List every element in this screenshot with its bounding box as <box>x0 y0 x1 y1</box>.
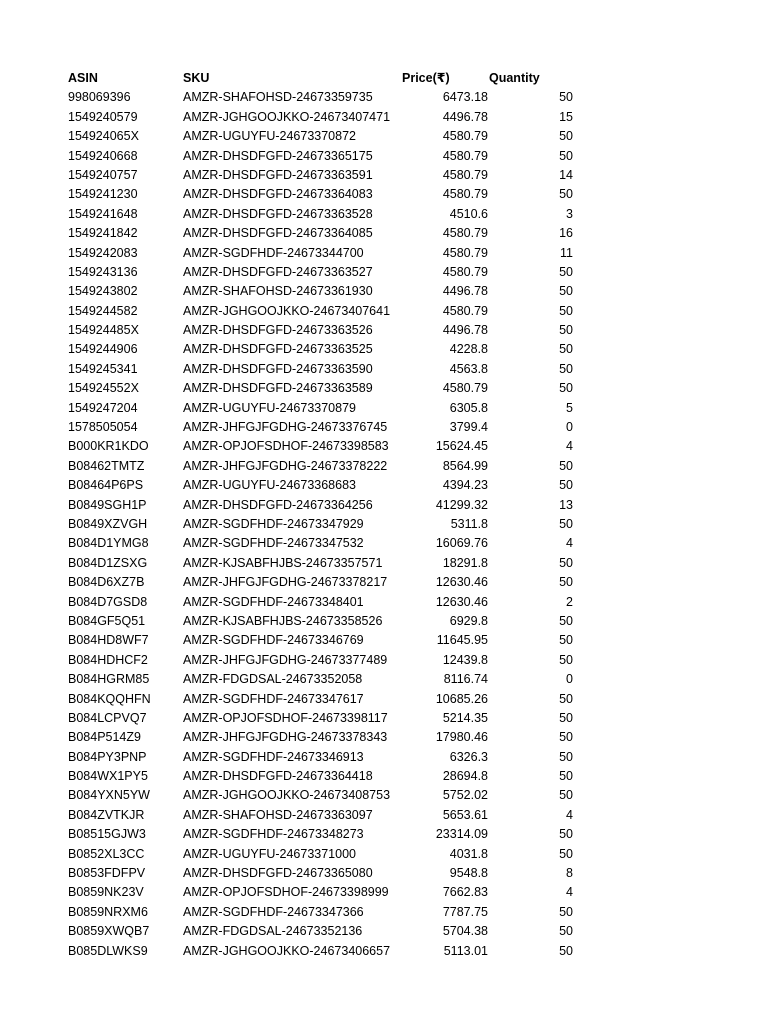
quantity-cell[interactable]: 8 <box>566 866 573 881</box>
sku-cell[interactable]: AMZR-SHAFOHSD-24673361930 <box>183 284 373 299</box>
asin-cell[interactable]: B084P514Z9 <box>68 730 141 745</box>
price-cell[interactable]: 4580.79 <box>442 129 488 144</box>
table-row <box>0 321 768 340</box>
quantity-cell[interactable]: 3 <box>566 206 573 221</box>
asin-cell[interactable]: 1549241230 <box>68 187 138 202</box>
asin-cell[interactable]: 1549240757 <box>68 167 138 182</box>
quantity-cell[interactable]: 50 <box>559 904 573 919</box>
table-row <box>0 340 768 359</box>
asin-cell[interactable]: 1549240579 <box>68 109 138 124</box>
table-row <box>0 496 768 515</box>
sku-cell[interactable]: AMZR-OPJOFSDHOF-24673398117 <box>183 710 388 725</box>
price-cell[interactable]: 28694.8 <box>442 769 488 784</box>
asin-cell[interactable]: 154924485X <box>68 323 139 338</box>
table-row <box>0 185 768 204</box>
price-cell[interactable]: 12630.46 <box>435 575 488 590</box>
sku-cell[interactable]: AMZR-JGHGOOJKKO-24673407471 <box>183 109 391 124</box>
asin-cell[interactable]: B08464P6PS <box>68 478 144 493</box>
quantity-cell[interactable]: 50 <box>559 323 573 338</box>
sku-cell[interactable]: AMZR-JGHGOOJKKO-24673407641 <box>183 303 391 318</box>
asin-cell[interactable]: B084D1ZSXG <box>68 555 148 570</box>
price-cell[interactable]: 4580.79 <box>442 226 488 241</box>
sku-cell[interactable]: AMZR-DHSDFGFD-24673364083 <box>183 187 373 202</box>
price-cell[interactable]: 6326.3 <box>449 749 488 764</box>
table-row <box>0 806 768 825</box>
price-cell[interactable]: 4394.23 <box>442 478 488 493</box>
quantity-cell[interactable]: 50 <box>559 788 573 803</box>
header-asin[interactable]: ASIN <box>68 71 98 85</box>
table-row <box>0 573 768 592</box>
quantity-cell[interactable]: 16 <box>559 226 573 241</box>
quantity-cell[interactable]: 50 <box>559 555 573 570</box>
asin-cell[interactable]: B0849XZVGH <box>68 516 148 531</box>
asin-cell[interactable]: B084HGRM85 <box>68 672 150 687</box>
asin-cell[interactable]: 1549247204 <box>68 400 138 415</box>
price-cell[interactable]: 4496.78 <box>442 109 488 124</box>
table-body <box>0 88 768 961</box>
table-row <box>0 108 768 127</box>
asin-cell[interactable]: B084GF5Q51 <box>68 613 146 628</box>
quantity-cell[interactable]: 50 <box>559 846 573 861</box>
table-row <box>0 690 768 709</box>
price-cell[interactable]: 4580.79 <box>442 264 488 279</box>
asin-cell[interactable]: B084HD8WF7 <box>68 633 149 648</box>
table-row <box>0 709 768 728</box>
table-row <box>0 942 768 961</box>
table-row <box>0 534 768 553</box>
sku-cell[interactable]: AMZR-SGDFHDF-24673347532 <box>183 536 364 551</box>
asin-cell[interactable]: B000KR1KDO <box>68 439 149 454</box>
sku-cell[interactable]: AMZR-SGDFHDF-24673347366 <box>183 904 364 919</box>
sku-cell[interactable]: AMZR-DHSDFGFD-24673363590 <box>183 361 373 376</box>
asin-cell[interactable]: B085DLWKS9 <box>68 943 148 958</box>
sku-cell[interactable]: AMZR-DHSDFGFD-24673363591 <box>183 167 373 182</box>
quantity-cell[interactable]: 50 <box>559 478 573 493</box>
asin-cell[interactable]: B0859XWQB7 <box>68 924 150 939</box>
sku-cell[interactable]: AMZR-KJSABFHJBS-24673357571 <box>183 555 383 570</box>
price-cell[interactable]: 4580.79 <box>442 245 488 260</box>
quantity-cell[interactable]: 50 <box>559 943 573 958</box>
quantity-cell[interactable]: 50 <box>559 633 573 648</box>
price-cell[interactable]: 3799.4 <box>449 420 488 435</box>
table-row <box>0 147 768 166</box>
header-price[interactable]: Price(₹) <box>402 71 450 85</box>
sku-cell[interactable]: AMZR-DHSDFGFD-24673364256 <box>183 497 373 512</box>
price-cell[interactable]: 12630.46 <box>435 594 488 609</box>
quantity-cell[interactable]: 13 <box>559 497 573 512</box>
table-row <box>0 670 768 689</box>
price-cell[interactable]: 4510.6 <box>449 206 488 221</box>
quantity-cell[interactable]: 50 <box>559 710 573 725</box>
table-row <box>0 825 768 844</box>
asin-cell[interactable]: B084WX1PY5 <box>68 769 148 784</box>
table-row <box>0 244 768 263</box>
quantity-cell[interactable]: 5 <box>566 400 573 415</box>
sku-cell[interactable]: AMZR-SGDFHDF-24673347617 <box>183 691 364 706</box>
sku-cell[interactable]: AMZR-DHSDFGFD-24673363589 <box>183 381 373 396</box>
header-sku[interactable]: SKU <box>183 71 210 85</box>
price-cell[interactable]: 12439.8 <box>442 652 488 667</box>
asin-cell[interactable]: B084D7GSD8 <box>68 594 148 609</box>
price-cell[interactable]: 11645.95 <box>436 633 488 648</box>
asin-cell[interactable]: 998069396 <box>68 90 131 105</box>
table-row <box>0 457 768 476</box>
price-cell[interactable]: 10685.26 <box>435 691 488 706</box>
sku-cell[interactable]: AMZR-JHFGJFGDHG-24673378217 <box>183 575 388 590</box>
table-row <box>0 88 768 107</box>
asin-cell[interactable]: 154924552X <box>68 381 139 396</box>
quantity-cell[interactable]: 4 <box>566 807 573 822</box>
quantity-cell[interactable]: 50 <box>559 769 573 784</box>
price-cell[interactable]: 18291.8 <box>442 555 488 570</box>
table-row <box>0 554 768 573</box>
sku-cell[interactable]: AMZR-DHSDFGFD-24673363528 <box>183 206 373 221</box>
table-row <box>0 418 768 437</box>
price-cell[interactable]: 5113.01 <box>443 943 488 958</box>
header-quantity[interactable]: Quantity <box>489 71 540 85</box>
sku-cell[interactable]: AMZR-JGHGOOJKKO-24673406657 <box>183 943 391 958</box>
sku-cell[interactable]: AMZR-SGDFHDF-24673344700 <box>183 245 364 260</box>
quantity-cell[interactable]: 50 <box>559 129 573 144</box>
table-row <box>0 786 768 805</box>
asin-cell[interactable]: B084ZVTKJR <box>68 807 145 822</box>
quantity-cell[interactable]: 11 <box>560 245 573 260</box>
table-row <box>0 360 768 379</box>
table-row <box>0 845 768 864</box>
asin-cell[interactable]: B0859NRXM6 <box>68 904 148 919</box>
sku-cell[interactable]: AMZR-UGUYFU-24673370879 <box>183 400 356 415</box>
asin-cell[interactable]: B084PY3PNP <box>68 749 147 764</box>
price-cell[interactable]: 6929.8 <box>449 613 488 628</box>
table-row <box>0 728 768 747</box>
quantity-cell[interactable]: 50 <box>559 652 573 667</box>
asin-cell[interactable]: B084HDHCF2 <box>68 652 148 667</box>
price-cell[interactable]: 15624.45 <box>435 439 488 454</box>
table-row <box>0 883 768 902</box>
asin-cell[interactable]: B08462TMTZ <box>68 458 145 473</box>
price-cell[interactable]: 16069.76 <box>435 536 488 551</box>
quantity-cell[interactable]: 15 <box>559 109 573 124</box>
sku-cell[interactable]: AMZR-JHFGJFGDHG-24673377489 <box>183 652 388 667</box>
price-cell[interactable]: 23314.09 <box>435 827 488 842</box>
table-row <box>0 437 768 456</box>
quantity-cell[interactable]: 50 <box>559 458 573 473</box>
sku-cell[interactable]: AMZR-DHSDFGFD-24673364418 <box>183 769 373 784</box>
sku-cell[interactable]: AMZR-UGUYFU-24673368683 <box>183 478 356 493</box>
asin-cell[interactable]: 1549244582 <box>68 303 138 318</box>
price-cell[interactable]: 5214.35 <box>442 710 488 725</box>
quantity-cell[interactable]: 4 <box>566 885 573 900</box>
quantity-cell[interactable]: 50 <box>559 148 573 163</box>
quantity-cell[interactable]: 50 <box>559 691 573 706</box>
quantity-cell[interactable]: 0 <box>566 420 573 435</box>
quantity-cell[interactable]: 50 <box>559 516 573 531</box>
quantity-cell[interactable]: 0 <box>566 672 573 687</box>
sku-cell[interactable]: AMZR-SGDFHDF-24673346769 <box>183 633 364 648</box>
sku-cell[interactable]: AMZR-SGDFHDF-24673346913 <box>183 749 364 764</box>
table-row <box>0 612 768 631</box>
price-cell[interactable]: 4496.78 <box>442 323 488 338</box>
sku-cell[interactable]: AMZR-JHFGJFGDHG-24673378222 <box>183 458 388 473</box>
table-row <box>0 922 768 941</box>
asin-cell[interactable]: B0849SGH1P <box>68 497 147 512</box>
asin-cell[interactable]: B084KQQHFN <box>68 691 151 706</box>
sku-cell[interactable]: AMZR-DHSDFGFD-24673363527 <box>183 264 373 279</box>
quantity-cell[interactable]: 50 <box>559 361 573 376</box>
sku-cell[interactable]: AMZR-FDGDSAL-24673352058 <box>183 672 363 687</box>
sku-cell[interactable]: AMZR-SGDFHDF-24673347929 <box>183 516 364 531</box>
asin-cell[interactable]: 1549245341 <box>68 361 138 376</box>
quantity-cell[interactable]: 50 <box>559 575 573 590</box>
table-row <box>0 631 768 650</box>
sku-cell[interactable]: AMZR-OPJOFSDHOF-24673398583 <box>183 439 389 454</box>
sku-cell[interactable]: AMZR-UGUYFU-24673371000 <box>183 846 356 861</box>
table-row <box>0 767 768 786</box>
price-cell[interactable]: 41299.32 <box>435 497 488 512</box>
quantity-cell[interactable]: 50 <box>559 342 573 357</box>
price-cell[interactable]: 4580.79 <box>442 148 488 163</box>
quantity-cell[interactable]: 50 <box>559 381 573 396</box>
quantity-cell[interactable]: 50 <box>559 303 573 318</box>
price-cell[interactable]: 4580.79 <box>442 381 488 396</box>
quantity-cell[interactable]: 50 <box>559 284 573 299</box>
quantity-cell[interactable]: 14 <box>559 167 573 182</box>
asin-cell[interactable]: 1549243136 <box>68 264 138 279</box>
price-cell[interactable]: 5704.38 <box>442 924 488 939</box>
table-row <box>0 379 768 398</box>
sku-cell[interactable]: AMZR-SGDFHDF-24673348401 <box>183 594 364 609</box>
asin-cell[interactable]: B084YXN5YW <box>68 788 150 803</box>
asin-cell[interactable]: 1578505054 <box>68 420 138 435</box>
table-row <box>0 748 768 767</box>
asin-cell[interactable]: B0852XL3CC <box>68 846 145 861</box>
price-cell[interactable]: 4580.79 <box>442 303 488 318</box>
sku-cell[interactable]: AMZR-SGDFHDF-24673348273 <box>183 827 364 842</box>
price-cell[interactable]: 8116.74 <box>443 672 488 687</box>
quantity-cell[interactable]: 50 <box>559 613 573 628</box>
asin-cell[interactable]: 1549242083 <box>68 245 138 260</box>
sku-cell[interactable]: AMZR-KJSABFHJBS-24673358526 <box>183 613 383 628</box>
table-row <box>0 651 768 670</box>
table-row <box>0 515 768 534</box>
asin-cell[interactable]: 1549244906 <box>68 342 138 357</box>
sku-cell[interactable]: AMZR-SHAFOHSD-24673363097 <box>183 807 373 822</box>
asin-cell[interactable]: 1549240668 <box>68 148 138 163</box>
sku-cell[interactable]: AMZR-OPJOFSDHOF-24673398999 <box>183 885 389 900</box>
price-cell[interactable]: 4563.8 <box>449 361 488 376</box>
sku-cell[interactable]: AMZR-DHSDFGFD-24673364085 <box>183 226 373 241</box>
spreadsheet-table <box>0 69 768 961</box>
table-row <box>0 166 768 185</box>
table-row <box>0 263 768 282</box>
quantity-cell[interactable]: 4 <box>566 536 573 551</box>
quantity-cell[interactable]: 2 <box>566 594 573 609</box>
asin-cell[interactable]: B0859NK23V <box>68 885 144 900</box>
table-row <box>0 399 768 418</box>
table-row <box>0 224 768 243</box>
asin-cell[interactable]: B08515GJW3 <box>68 827 146 842</box>
table-row <box>0 205 768 224</box>
table-row <box>0 593 768 612</box>
price-cell[interactable]: 6305.8 <box>449 400 488 415</box>
sku-cell[interactable]: AMZR-JHFGJFGDHG-24673378343 <box>183 730 388 745</box>
sku-cell[interactable]: AMZR-SHAFOHSD-24673359735 <box>183 90 373 105</box>
price-cell[interactable]: 7662.83 <box>442 885 488 900</box>
quantity-cell[interactable]: 50 <box>559 264 573 279</box>
sku-cell[interactable]: AMZR-JGHGOOJKKO-24673408753 <box>183 788 391 803</box>
asin-cell[interactable]: B0853FDFPV <box>68 866 146 881</box>
price-cell[interactable]: 5653.61 <box>442 807 488 822</box>
price-cell[interactable]: 5752.02 <box>442 788 488 803</box>
table-row <box>0 903 768 922</box>
price-cell[interactable]: 4496.78 <box>442 284 488 299</box>
table-row <box>0 302 768 321</box>
sku-cell[interactable]: AMZR-UGUYFU-24673370872 <box>183 129 356 144</box>
sku-cell[interactable]: AMZR-DHSDFGFD-24673363525 <box>183 342 373 357</box>
price-cell[interactable]: 4580.79 <box>442 167 488 182</box>
price-cell[interactable]: 9548.8 <box>449 866 488 881</box>
price-cell[interactable]: 4580.79 <box>442 187 488 202</box>
price-cell[interactable]: 6473.18 <box>442 90 488 105</box>
table-row <box>0 476 768 495</box>
asin-cell[interactable]: 1549243802 <box>68 284 138 299</box>
quantity-cell[interactable]: 50 <box>559 827 573 842</box>
asin-cell[interactable]: B084LCPVQ7 <box>68 710 147 725</box>
asin-cell[interactable]: 154924065X <box>68 129 139 144</box>
price-cell[interactable]: 8564.99 <box>442 458 488 473</box>
price-cell[interactable]: 5311.8 <box>450 516 488 531</box>
price-cell[interactable]: 4228.8 <box>449 342 488 357</box>
sku-cell[interactable]: AMZR-DHSDFGFD-24673365080 <box>183 866 373 881</box>
quantity-cell[interactable]: 4 <box>566 439 573 454</box>
table-row <box>0 282 768 301</box>
table-row <box>0 864 768 883</box>
price-cell[interactable]: 4031.8 <box>449 846 488 861</box>
quantity-cell[interactable]: 50 <box>559 749 573 764</box>
asin-cell[interactable]: 1549241648 <box>68 206 138 221</box>
quantity-cell[interactable]: 50 <box>559 730 573 745</box>
table-row <box>0 127 768 146</box>
quantity-cell[interactable]: 50 <box>559 187 573 202</box>
sku-cell[interactable]: AMZR-DHSDFGFD-24673363526 <box>183 323 373 338</box>
price-cell[interactable]: 7787.75 <box>442 904 488 919</box>
asin-cell[interactable]: B084D1YMG8 <box>68 536 149 551</box>
sku-cell[interactable]: AMZR-FDGDSAL-24673352136 <box>183 924 363 939</box>
sku-cell[interactable]: AMZR-JHFGJFGDHG-24673376745 <box>183 420 388 435</box>
quantity-cell[interactable]: 50 <box>559 90 573 105</box>
sku-cell[interactable]: AMZR-DHSDFGFD-24673365175 <box>183 148 373 163</box>
header-row <box>0 69 768 88</box>
asin-cell[interactable]: 1549241842 <box>68 226 138 241</box>
quantity-cell[interactable]: 50 <box>559 924 573 939</box>
asin-cell[interactable]: B084D6XZ7B <box>68 575 145 590</box>
price-cell[interactable]: 17980.46 <box>435 730 488 745</box>
